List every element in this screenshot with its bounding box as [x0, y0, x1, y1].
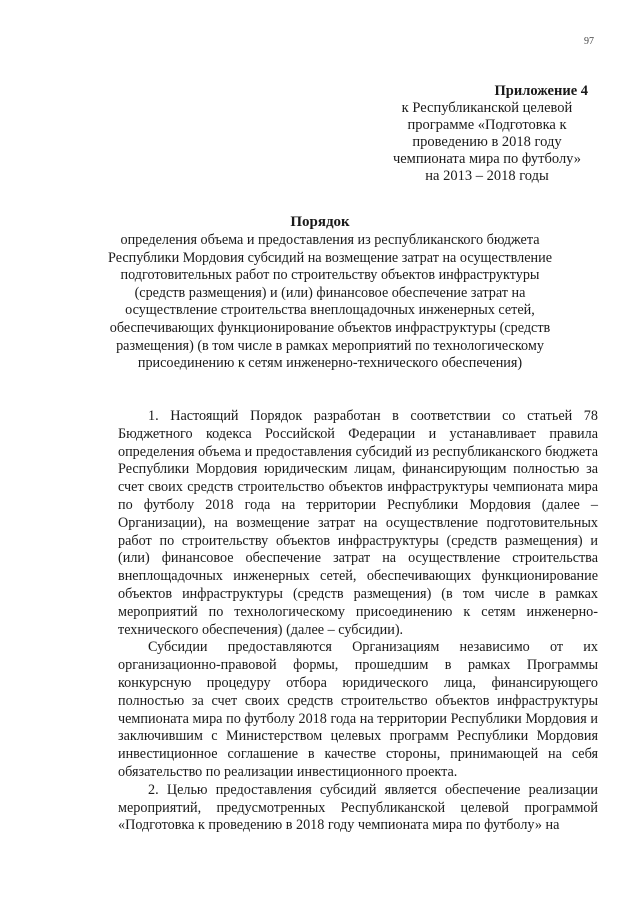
document-title: Порядок — [290, 214, 350, 230]
body-paragraph: 2. Целью предоставления субсидий является обеспечение реализации мероприятий, предусмотренных Республиканской целевой программой «Подготовка к проведению в 2018 году чемпионата мира по футболу» на — [118, 781, 598, 834]
appendix-line: чемпионата мира по футболу» — [392, 151, 582, 167]
document-subtitle — [80, 232, 580, 373]
page-number: 97 — [584, 36, 594, 47]
subtitle-line: обеспечивающих функционирование объектов инфраструктуры (средств — [109, 319, 551, 336]
subtitle-line: определения объема и предоставления из республиканского бюджета — [120, 232, 540, 248]
appendix-block — [372, 83, 602, 185]
body-paragraph: Субсидии предоставляются Организациям независимо от их организационно-правовой формы, прошедшим в рамках Программы конкурсную процедуру отбора юридического лица, финансирующего полностью за счет своих средств строительство объектов инфраструктуры чемпионата мира по футболу 2018 года на территории Республики Мордовия и заключившим с Министерством целевых программ Республики Мордовия инвестиционное соглашение в качестве стороны, принимающей на себя обязательство по реализации инвестиционного проекта. — [118, 639, 598, 780]
appendix-line: проведению в 2018 году — [412, 134, 562, 150]
appendix-line: на 2013 – 2018 годы — [425, 168, 549, 184]
subtitle-line: (средств размещения) и (или) финансовое обеспечение затрат на — [134, 284, 526, 301]
body-paragraph: 1. Настоящий Порядок разработан в соответствии со статьей 78 Бюджетного кодекса Российской Федерации и устанавливает правила определения объема и предоставления субсидий из республиканского бюджета Республики Мордовия юридическим лицам, финансирующим полностью за счет своих средств строительство объектов инфраструктуры чемпионата мира по футболу 2018 года на территории Республики Мордовия (далее – Организации), на возмещение затрат на осуществление подготовительных работ по строительству объектов инфраструктуры (средств размещения) и (или) финансовое обеспечение затрат на осуществление строительства внеплощадочных инженерных сетей, обеспечивающих функционирование объектов инфраструктуры (средств размещения) (в том числе в рамках мероприятий по технологическому присоединению к сетям инженерно-технического обеспечения) (далее – субсидии). — [118, 408, 598, 638]
appendix-line: к Республиканской целевой — [401, 100, 573, 116]
appendix-title: Приложение 4 — [494, 83, 588, 99]
subtitle-line: осуществление строительства внеплощадочных инженерных сетей, — [125, 302, 535, 319]
subtitle-line: присоединению к сетям инженерно-технического обеспечения) — [137, 355, 523, 372]
subtitle-line: Республики Мордовия субсидий на возмещение затрат на осуществление — [107, 249, 552, 266]
subtitle-line: размещения) (в том числе в рамках мероприятий по технологическому — [116, 337, 544, 354]
appendix-line: программе «Подготовка к — [407, 117, 567, 133]
document-body — [118, 408, 598, 835]
subtitle-line: подготовительных работ по строительству объектов инфраструктуры — [120, 267, 540, 284]
